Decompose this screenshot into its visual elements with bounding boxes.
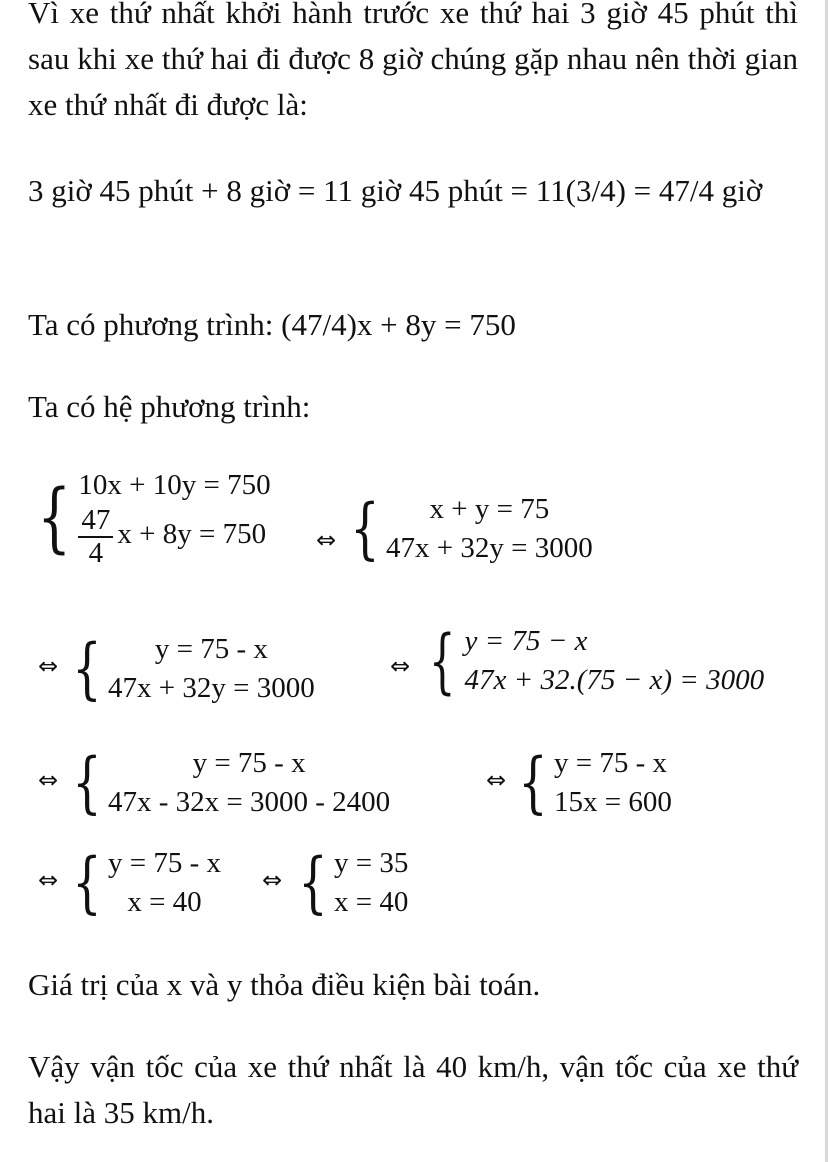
left-brace: { — [72, 844, 102, 922]
left-brace: { — [298, 844, 328, 922]
system-7-eq2: x = 40 — [127, 886, 202, 919]
fraction-47-4 — [78, 505, 113, 568]
equation-line: Ta có phương trình: (47/4)x + 8y = 750 — [28, 307, 516, 342]
system-2-eq1: x + y = 75 — [429, 493, 550, 525]
iff-symbol: ⇔ — [38, 766, 59, 794]
fraction-denominator: 4 — [88, 536, 104, 569]
system-4 — [420, 620, 765, 703]
system-7 — [66, 844, 221, 922]
system-3-lines — [108, 630, 315, 708]
system-1-lines — [78, 466, 270, 568]
system-1 — [30, 466, 271, 568]
left-brace: { — [428, 620, 456, 703]
intro-paragraph: Vì xe thứ nhất khởi hành trước xe thứ hai 3 giờ 45 phút thì sau khi xe thứ hai đi được 8 giờ chúng gặp nhau nên thời gian xe thứ nhất đi được là: — [28, 0, 798, 122]
iff-symbol: ⇔ — [390, 652, 411, 680]
system-4-eq1: y = 75 − x — [464, 625, 588, 657]
left-brace: { — [350, 490, 380, 568]
system-8-eq1: y = 35 — [334, 847, 409, 879]
iff-symbol: ⇔ — [262, 866, 283, 894]
system-4-eq2: 47x + 32.(75 − x) = 3000 — [464, 664, 765, 697]
time-calculation: 3 giờ 45 phút + 8 giờ = 11 giờ 45 phút = 11(3/4) = 47/4 giờ — [28, 173, 763, 208]
fraction-numerator: 47 — [78, 505, 113, 537]
system-3-eq1: y = 75 - x — [154, 633, 268, 665]
system-6-eq1: y = 75 - x — [554, 747, 668, 779]
system-2-lines — [386, 490, 593, 568]
system-2 — [344, 490, 593, 568]
system-6 — [512, 744, 672, 822]
iff-symbol: ⇔ — [486, 766, 507, 794]
system-1-eq1: 10x + 10y = 750 — [78, 469, 271, 501]
left-brace: { — [72, 744, 102, 822]
iff-symbol: ⇔ — [38, 866, 59, 894]
system-6-lines — [554, 744, 672, 822]
system-2-eq2: 47x + 32y = 3000 — [386, 532, 593, 565]
system-8 — [292, 844, 408, 922]
system-7-lines — [108, 844, 221, 922]
system-8-eq2: x = 40 — [334, 886, 409, 919]
system-8-lines — [334, 844, 408, 922]
left-brace: { — [72, 630, 102, 708]
system-1-eq2-rest: x + 8y = 750 — [117, 518, 267, 551]
system-5 — [66, 744, 390, 822]
iff-symbol: ⇔ — [38, 652, 59, 680]
system-3-eq2: 47x + 32y = 3000 — [108, 672, 315, 705]
system-5-eq1: y = 75 - x — [192, 747, 306, 779]
system-heading: Ta có hệ phương trình: — [28, 389, 311, 424]
system-5-lines — [108, 744, 390, 822]
conclusion-paragraph: Vậy vận tốc của xe thứ nhất là 40 km/h, vận tốc của xe thứ hai là 35 km/h. — [28, 1049, 798, 1130]
system-1-eq2 — [78, 505, 270, 568]
system-7-eq1: y = 75 - x — [108, 847, 222, 879]
system-3 — [66, 630, 315, 708]
system-4-lines — [465, 622, 765, 700]
left-brace: { — [37, 472, 72, 561]
iff-symbol: ⇔ — [316, 526, 337, 554]
system-6-eq2: 15x = 600 — [554, 786, 672, 819]
condition-note: Giá trị của x và y thỏa điều kiện bài toán. — [28, 967, 541, 1002]
system-5-eq2: 47x - 32x = 3000 - 2400 — [108, 786, 391, 819]
left-brace: { — [518, 744, 548, 822]
